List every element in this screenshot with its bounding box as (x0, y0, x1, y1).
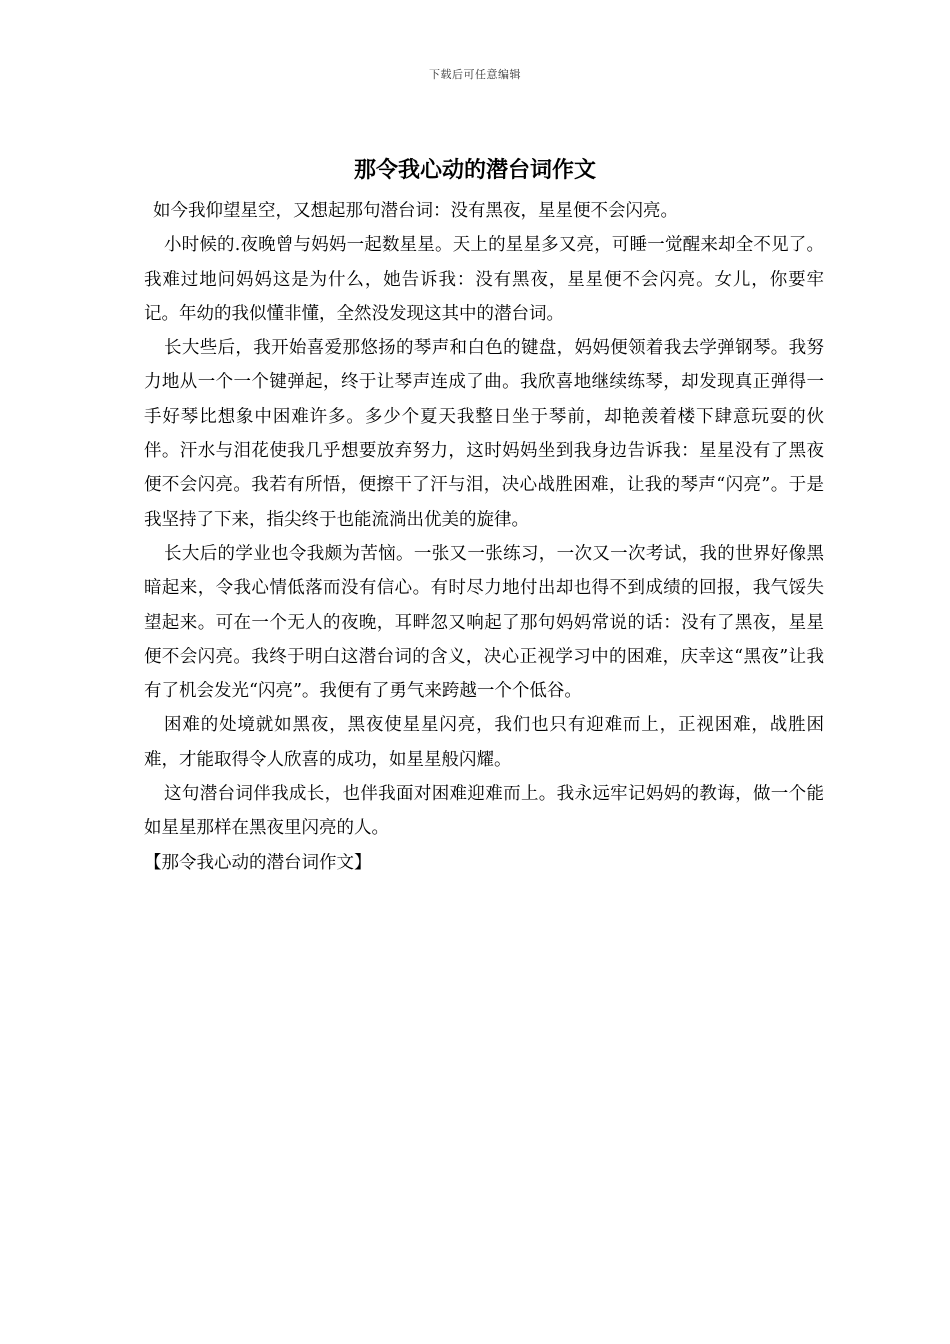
essay-paragraph-2: 小时候的.夜晚曾与妈妈一起数星星。天上的星星多又亮，可睡一觉醒来却全不见了。我难过地问妈妈这是为什么，她告诉我：没有黑夜，星星便不会闪亮。女儿，你要牢记。年幼的我似懂非懂，全然没发现这其中的潜台词。 (144, 235, 824, 324)
essay-body (144, 194, 824, 880)
header-note: 下载后可任意编辑 (429, 68, 521, 81)
closing-line: 【那令我心动的潜台词作文】 (144, 852, 372, 873)
essay-paragraph-1: 如今我仰望星空，又想起那句潜台词：没有黑夜，星星便不会闪亮。 (153, 201, 678, 221)
essay-paragraph-6: 这句潜台词伴我成长，也伴我面对困难迎难而上。我永远牢记妈妈的教诲，做一个能如星星那样在黑夜里闪亮的人。 (144, 784, 824, 839)
page-title: 那令我心动的潜台词作文 (353, 158, 596, 183)
essay-paragraph-4: 长大后的学业也令我颇为苦恼。一张又一张练习，一次又一次考试，我的世界好像黑暗起来，令我心情低落而没有信心。有时尽力地付出却也得不到成绩的回报，我气馁失望起来。可在一个无人的夜晚，耳畔忽又响起了那句妈妈常说的话：没有了黑夜，星星便不会闪亮。我终于明白这潜台词的含义，决心正视学习中的困难，庆幸这“黑夜”让我有了机会发光“闪亮”。我便有了勇气来跨越一个个低谷。 (144, 543, 824, 702)
essay-paragraph-3: 长大些后，我开始喜爱那悠扬的琴声和白色的键盘，妈妈便领着我去学弹钢琴。我努力地从一个一个键弹起，终于让琴声连成了曲。我欣喜地继续练琴，却发现真正弹得一手好琴比想象中困难许多。多少个夏天我整日坐于琴前，却艳羡着楼下肆意玩耍的伙伴。汗水与泪花使我几乎想要放弃努力，这时妈妈坐到我身边告诉我：星星没有了黑夜便不会闪亮。我若有所悟，便擦干了汗与泪，决心战胜困难，让我的琴声“闪亮”。于是我坚持了下来，指尖终于也能流淌出优美的旋律。 (144, 338, 824, 530)
essay-paragraph-5: 困难的处境就如黑夜，黑夜使星星闪亮，我们也只有迎难而上，正视困难，战胜困难，才能取得令人欣喜的成功，如星星般闪耀。 (144, 715, 824, 770)
